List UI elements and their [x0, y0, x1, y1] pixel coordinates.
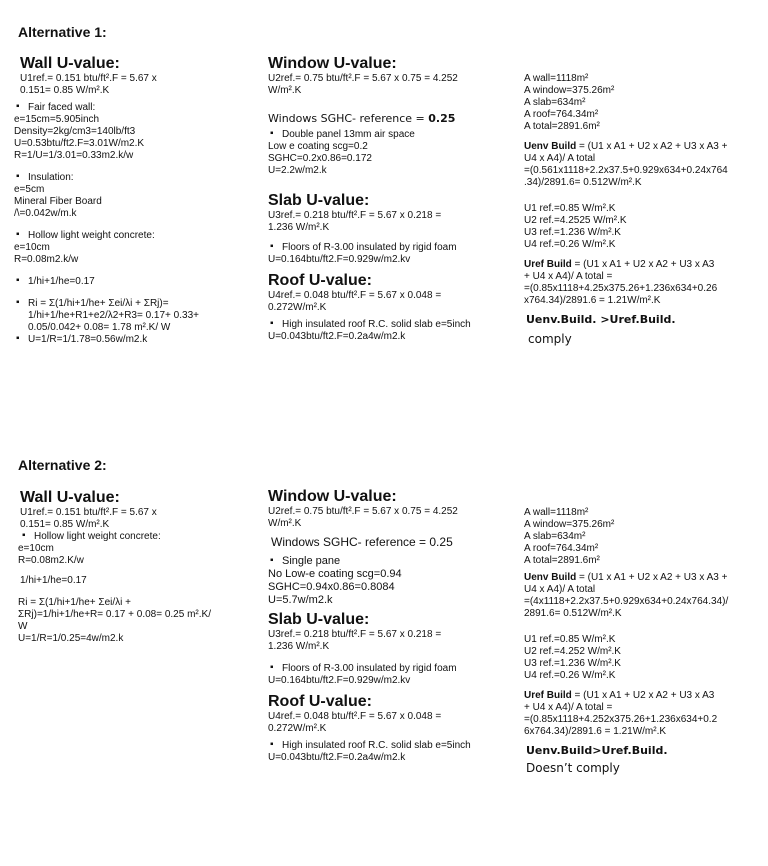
alt1-roof-line: U=0.043btu/ft2.F=0.2a4w/m2.k: [268, 331, 406, 342]
alt2-comparison: Uenv.Build>Uref.Build.: [526, 744, 668, 757]
alt1-roof-ref-line: U4ref.= 0.048 btu/ft².F = 5.67 x 0.048 =: [268, 290, 442, 301]
alt1-area-line: A roof=764.34m²: [524, 109, 599, 120]
alt2-area-line: A roof=764.34m²: [524, 543, 599, 554]
alt1-wall-section: [14, 54, 254, 346]
alt2-window-ref-line: U2ref.= 0.75 btu/ft².F = 5.67 x 0.75 = 4.252: [268, 506, 458, 517]
alt2-window-line: No Low-e coating scg=0.94: [268, 568, 402, 580]
alt2-uenv-line: = (U1 x A1 + U2 x A2 + U3 x A3 +: [576, 572, 728, 583]
alt2-uref-line: = (U1 x A1 + U2 x A2 + U3 x A3: [571, 690, 715, 701]
alt1-roof-bullet: ▪ High insulated roof R.C. solid slab e=5inch: [268, 319, 508, 331]
alt1-uref-label: Uref Build: [524, 259, 572, 270]
alt2-wall-line: e=10cm: [18, 543, 54, 554]
alt2-window-bullet: ▪ Single pane: [268, 555, 508, 568]
alt2-uenv-label: Uenv Build: [524, 572, 577, 583]
alt2-area-line: A slab=634m²: [524, 531, 586, 542]
alt2-window-ref-line: W/m².K: [268, 518, 302, 529]
alt2-uref-label: Uref Build: [524, 690, 572, 701]
alt2-wall-line: R=0.08m2.K/w: [18, 555, 84, 566]
alt1-uref-line: + U4 x A4)/ A total =: [524, 271, 613, 282]
alt1-wall-ref-line: U1ref.= 0.151 btu/ft².F = 5.67 x: [20, 73, 157, 84]
alt2-wall-ref-line: 0.151= 0.85 W/m².K: [20, 519, 110, 530]
alt2-wall-bullet: ▪ Hollow light weight concrete:: [20, 531, 258, 543]
alt1-roof-heading: Roof U-value:: [268, 272, 372, 289]
alt1-wall-heading: Wall U-value:: [20, 55, 120, 72]
alt2-uref-line: =(0.85x1118+4.252x375.26+1.236x634+0.2: [524, 714, 718, 725]
alt2-area-line: A wall=1118m²: [524, 507, 589, 518]
alt2-uref-item: U1 ref.=0.85 W/m².K: [524, 634, 616, 645]
alt1-wall-line: Density=2kg/cm3=140lb/ft3: [14, 126, 136, 137]
alt1-wall-bullet: ▪ Ri = Σ(1/hi+1/he+ Σei/λi + ΣRj)=: [14, 298, 254, 310]
alt2-area-line: A window=375.26m²: [524, 519, 615, 530]
alt2-uref-item: U2 ref.=4.252 W/m².K: [524, 646, 621, 657]
alt1-area-line: A window=375.26m²: [524, 85, 615, 96]
alt1-uenv-line: U4 x A4)/ A total: [524, 153, 596, 164]
alt1-area-line: A total=2891.6m²: [524, 121, 600, 132]
alt1-summary-section: [524, 73, 768, 347]
alt1-window-bullet: ▪ Double panel 13mm air space: [268, 129, 508, 141]
alt1-slab-line: U=0.164btu/ft2.F=0.929w/m2.kv: [268, 254, 411, 265]
alt1-slab-bullet: ▪ Floors of R-3.00 insulated by rigid foam: [268, 242, 508, 254]
alt1-uenv-label: Uenv Build: [524, 141, 577, 152]
alt2-wall-ri-line: ΣRj)=1/hi+1/he+R= 0.17 + 0.08= 0.25 m².K/: [18, 609, 211, 620]
alt1-uref-line: = (U1 x A1 + U2 x A2 + U3 x A3: [571, 259, 715, 270]
alt1-wall-line: U=0.53btu/ft2.F=3.01W/m2.K: [14, 138, 145, 149]
alt1-wall-line: /\=0.042w/m.k: [14, 208, 77, 219]
alt2-roof-bullet: ▪ High insulated roof R.C. solid slab e=5inch: [268, 740, 508, 752]
alt2-slab-ref-line: 1.236 W/m².K: [268, 641, 330, 652]
alt2-verdict: Doesn’t comply: [526, 761, 620, 775]
alt1-roof-ref-line: 0.272W/m².K: [268, 302, 327, 313]
alt1-wall-line: 1/hi+1/he+R1+e2/λ2+R3= 0.17+ 0.33+: [28, 310, 199, 321]
alt2-wall-section: [18, 488, 258, 645]
alt2-roof-heading: Roof U-value:: [268, 693, 372, 710]
alt2-area-line: A total=2891.6m²: [524, 555, 600, 566]
alt2-wall-ri-line: Ri = Σ(1/hi+1/he+ Σei/λi +: [18, 597, 131, 608]
alt1-window-line: U=2.2w/m2.k: [268, 165, 327, 176]
alt1-uref-line: =(0.85x1118+4.25x375.26+1.236x634+0.26: [524, 283, 718, 294]
alt2-wall-heading: Wall U-value:: [20, 489, 120, 506]
alt2-slab-heading: Slab U-value:: [268, 611, 370, 628]
alt2-slab-bullet: ▪ Floors of R-3.00 insulated by rigid foam: [268, 663, 508, 675]
alt1-wall-bullet: ▪ 1/hi+1/he=0.17: [14, 276, 254, 288]
alt1-window-line: SGHC=0.2x0.86=0.172: [268, 153, 372, 164]
alt2-wall-ref-line: U1ref.= 0.151 btu/ft².F = 5.67 x: [20, 507, 157, 518]
alt1-window-ref-line: W/m².K: [268, 85, 302, 96]
alt1-wall-line: R=0.08m2.k/w: [14, 254, 79, 265]
alt1-window-line: Low e coating scg=0.2: [268, 141, 368, 152]
alt1-wall-bullet: ▪ Hollow light weight concrete:: [14, 230, 254, 242]
alt2-title: Alternative 2:: [18, 457, 107, 473]
alt1-area-line: A slab=634m²: [524, 97, 586, 108]
alt2-window-section: [268, 487, 508, 764]
alt1-wall-line: Mineral Fiber Board: [14, 196, 102, 207]
alt1-wall-line: e=10cm: [14, 242, 50, 253]
alt1-window-heading: Window U-value:: [268, 55, 397, 72]
alt1-window-section: [268, 54, 508, 343]
alt1-wall-bullet: ▪ Insulation:: [14, 172, 254, 184]
alt2-uenv-line: =(4x1118+2.2x37.5+0.929x634+0.24x764.34)/: [524, 596, 729, 607]
alt2-uref-line: 6x764.34)/2891.6 = 1.21W/m².K: [524, 726, 667, 737]
alt2-uenv-line: U4 x A4)/ A total: [524, 584, 596, 595]
alt1-area-line: A wall=1118m²: [524, 73, 589, 84]
alt1-uref-item: U2 ref.=4.2525 W/m².K: [524, 215, 627, 226]
alt2-slab-line: U=0.164btu/ft2.F=0.929w/m2.kv: [268, 675, 411, 686]
alt1-slab-ref-line: 1.236 W/m².K: [268, 222, 330, 233]
alt1-wall-line: e=15cm=5.905inch: [14, 114, 100, 125]
alt2-wall-line: 1/hi+1/he=0.17: [20, 575, 87, 586]
alt2-uref-line: + U4 x A4)/ A total =: [524, 702, 613, 713]
alt1-verdict: comply: [528, 332, 572, 346]
alt2-window-line: U=5.7w/m2.k: [268, 594, 333, 606]
alt2-uref-item: U4 ref.=0.26 W/m².K: [524, 670, 616, 681]
alt1-uenv-line: = (U1 x A1 + U2 x A2 + U3 x A3 +: [576, 141, 728, 152]
alt1-comparison: Uenv.Build. >Uref.Build.: [526, 313, 676, 326]
alt2-roof-ref-line: U4ref.= 0.048 btu/ft².F = 5.67 x 0.048 =: [268, 711, 442, 722]
alt1-uref-item: U3 ref.=1.236 W/m².K: [524, 227, 621, 238]
alt2-roof-ref-line: 0.272W/m².K: [268, 723, 327, 734]
alt1-slab-ref-line: U3ref.= 0.218 btu/ft².F = 5.67 x 0.218 =: [268, 210, 442, 221]
alt2-wall-ri-line: W: [18, 621, 28, 632]
alt1-uref-item: U4 ref.=0.26 W/m².K: [524, 239, 616, 250]
alt2-wall-line: U=1/R=1/0.25=4w/m2.k: [18, 633, 124, 644]
alt1-shgc-value: 0.25: [428, 112, 456, 125]
alt1-slab-heading: Slab U-value:: [268, 192, 370, 209]
alt2-summary-section: [524, 507, 768, 776]
alt1-wall-bullet: ▪ Fair faced wall:: [14, 102, 254, 114]
alt1-uenv-line: .34)/2891.6= 0.512W/m².K: [524, 177, 642, 188]
alt1-shgc-label: Windows SGHC- reference =: [268, 112, 429, 125]
alt1-wall-line: e=5cm: [14, 184, 45, 195]
alt1-uenv-line: =(0.561x1118+2.2x37.5+0.929x634+0.24x764: [524, 165, 728, 176]
alt1-title: Alternative 1:: [18, 24, 107, 40]
alt1-window-ref-line: U2ref.= 0.75 btu/ft².F = 5.67 x 0.75 = 4.252: [268, 73, 458, 84]
alt2-shgc: Windows SGHC- reference = 0.25: [271, 535, 453, 549]
alt2-window-heading: Window U-value:: [268, 488, 397, 505]
alt2-uenv-line: 2891.6= 0.512W/m².K: [524, 608, 622, 619]
alt1-wall-line: R=1/U=1/3.01=0.33m2.k/w: [14, 150, 134, 161]
alt1-wall-bullet: ▪ U=1/R=1/1.78=0.56w/m2.k: [14, 334, 254, 346]
alt2-slab-ref-line: U3ref.= 0.218 btu/ft².F = 5.67 x 0.218 =: [268, 629, 442, 640]
alt2-roof-line: U=0.043btu/ft2.F=0.2a4w/m2.k: [268, 752, 406, 763]
alt1-uref-item: U1 ref.=0.85 W/m².K: [524, 203, 616, 214]
alt2-window-line: SGHC=0.94x0.86=0.8084: [268, 581, 395, 593]
alt2-uref-item: U3 ref.=1.236 W/m².K: [524, 658, 621, 669]
alt1-wall-ref-line: 0.151= 0.85 W/m².K: [20, 85, 110, 96]
alt1-wall-line: 0.05/0.042+ 0.08= 1.78 m².K/ W: [28, 322, 171, 333]
alt1-uref-line: x764.34)/2891.6 = 1.21W/m².K: [524, 295, 661, 306]
